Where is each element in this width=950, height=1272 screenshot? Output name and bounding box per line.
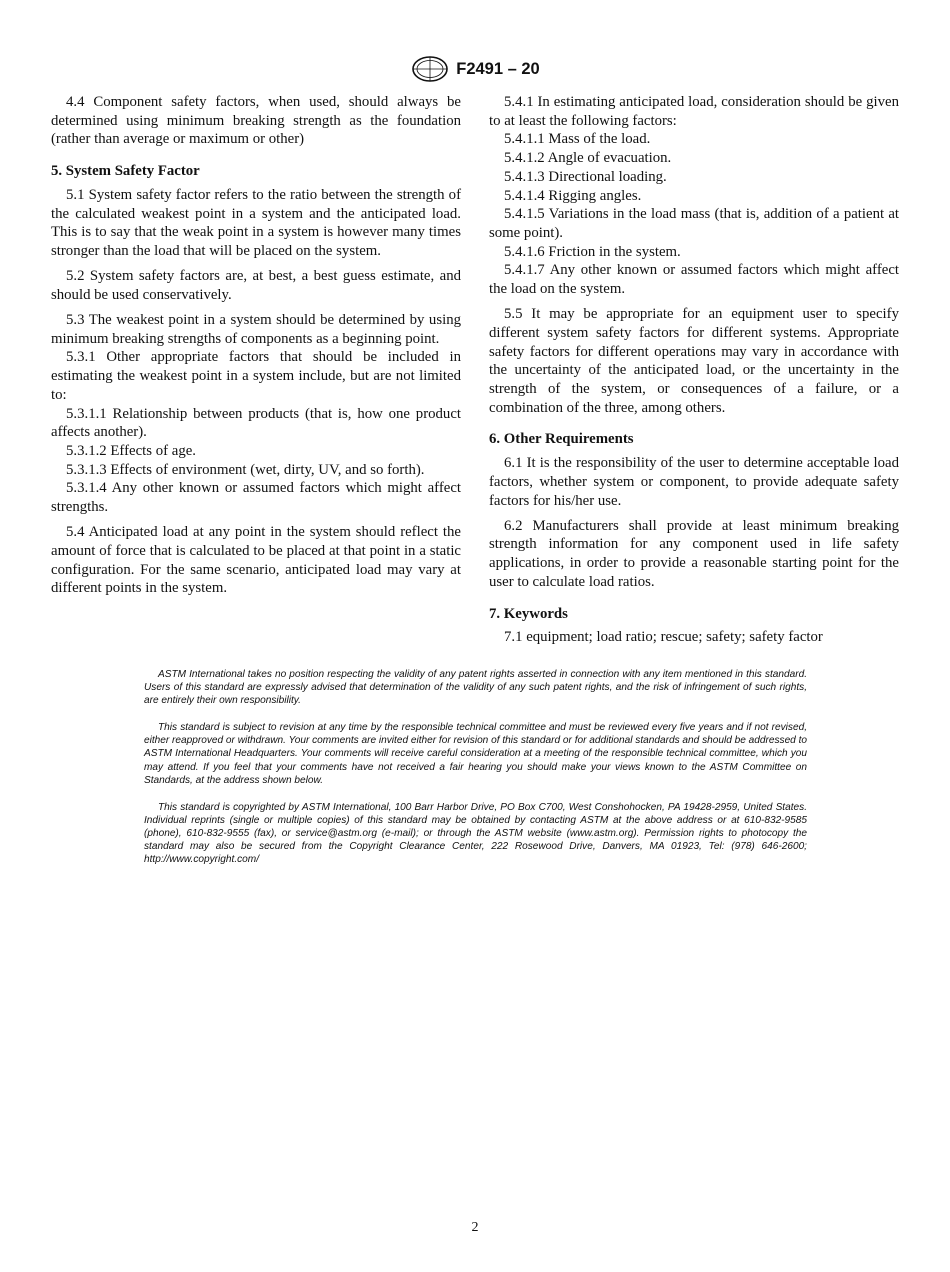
paragraph-7-1: 7.1 equipment; load ratio; rescue; safety; safety factor [504,629,823,646]
astm-logo-icon [410,54,450,84]
paragraph-5-2: 5.2 System safety factors are, at best, a best guess estimate, and should be used conservatively. [51,268,461,303]
revision-notice: This standard is subject to revision at any time by the responsible technical committee and must be reviewed every five years and if not revised, either reapproved or withdrawn. Your comments are invited either for revision of this standard or for additional standards and should be addressed to ASTM International Headquarters. Your comments will receive careful consideration at a meeting of the responsible technical committee, which you may attend. If you feel that your comments have not received a fair hearing you should make your views known to the ASTM Committee on Standards, at the address shown below. [144,722,808,786]
paragraph-4-4: 4.4 Component safety factors, when used, should always be determined using minimum breaking strength as the foundation (rather than average or maximum or other) [51,94,461,148]
paragraph-6-2: 6.2 Manufacturers shall provide at least minimum breaking strength information for any component used in life safety applications, in order to provide a reasonable starting point for the user to calculate load ratios. [489,517,899,590]
paragraph-5-3-1-3: 5.3.1.3 Effects of environment (wet, dirty, UV, and so forth). [66,461,425,478]
paragraph-5-3-1-2: 5.3.1.2 Effects of age. [66,442,196,459]
paragraph-5-3-1-4: 5.3.1.4 Any other known or assumed factors which might affect strengths. [51,480,461,516]
paragraph-5-4-1: 5.4.1 In estimating anticipated load, consideration should be given to at least the following factors: [489,94,899,129]
page-header [0,52,950,86]
section-heading-7: 7. Keywords [489,605,568,622]
legal-notices [144,668,807,880]
paragraph-5-3: 5.3 The weakest point in a system should be determined by using minimum breaking strengths of components as a beginning point. [51,312,461,347]
paragraph-5-4-1-2: 5.4.1.2 Angle of evacuation. [504,150,672,167]
copyright-notice: This standard is copyrighted by ASTM International, 100 Barr Harbor Drive, PO Box C700, West Conshohocken, PA 19428-2959, United States. Individual reprints (single or multiple copies) of this standard may be obtained by contacting ASTM at the above address or at 610-832-9585 (phone), 610-832-9555 (fax), or service@astm.org (e-mail); or through the ASTM website (www.astm.org). Permission rights to photocopy the standard may also be secured from the Copyright Clearance Center, 222 Rosewood Drive, Danvers, MA 01923, Tel: (978) 646-2600; http://www.copyright.com/ [144,801,807,866]
standard-designation: F2491 – 20 [456,59,540,78]
right-column [489,93,899,647]
paragraph-5-4-1-6: 5.4.1.6 Friction in the system. [504,243,681,260]
section-heading-6: 6. Other Requirements [489,431,634,448]
paragraph-5-4-1-7: 5.4.1.7 Any other known or assumed factors which might affect the load on the system. [489,262,899,298]
paragraph-5-4: 5.4 Anticipated load at any point in the system should reflect the amount of force that is calculated to be placed at that point in a static configuration. For the same scenario, anticipated load may vary at different points in the system. [51,524,461,597]
paragraph-6-1: 6.1 It is the responsibility of the user to determine acceptable load factors, whether system or component, to provide adequate safety factors for his/her use. [489,455,899,509]
paragraph-5-3-1: 5.3.1 Other appropriate factors that should be included in estimating the weakest point in a system include, but are not limited to: [51,349,461,403]
paragraph-5-3-1-1: 5.3.1.1 Relationship between products (that is, how one product affects another). [51,405,461,441]
paragraph-5-4-1-1: 5.4.1.1 Mass of the load. [504,131,651,148]
paragraph-5-5: 5.5 It may be appropriate for an equipment user to specify different system safety factors for different systems. Appropriate safety factors for different operations may vary in accordance with the uncertainty of the anticipated load, or the uncertainty in the strength of the system, or consequences of a failure, or a combination of the three, among others. [489,306,899,416]
paragraph-5-1: 5.1 System safety factor refers to the ratio between the strength of the calculated weakest point in a system and the anticipated load. This is to say that the weak point in a system is however many times stronger than the load that will be placed on the system. [51,186,461,259]
left-column [51,93,461,598]
page-number: 2 [471,1220,479,1235]
paragraph-5-4-1-5: 5.4.1.5 Variations in the load mass (that is, addition of a patient at some point). [489,206,899,241]
section-heading-5: 5. System Safety Factor [51,163,200,180]
patent-notice: ASTM International takes no position respecting the validity of any patent rights asserted in connection with any item mentioned in this standard. Users of this standard are expressly advised that determination of the validity of any such patent rights, and the risk of infringement of such rights, are entirely their own responsibility. [144,669,807,707]
paragraph-5-4-1-3: 5.4.1.3 Directional loading. [504,168,667,185]
paragraph-5-4-1-4: 5.4.1.4 Rigging angles. [504,187,642,204]
